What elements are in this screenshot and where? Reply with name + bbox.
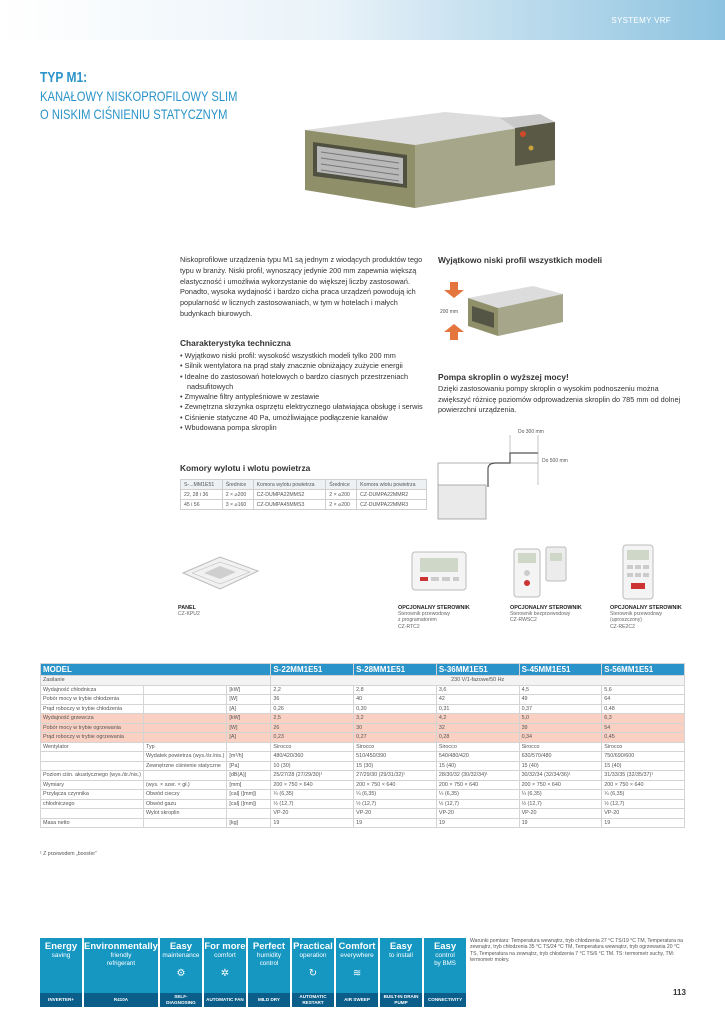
table-row: Pobór mocy w trybie chłodzenia [W] 36 40 42 49 64 [41,695,685,705]
page-number: 113 [673,988,686,997]
list-item: • Wbudowana pompa skroplin [180,423,430,433]
table-row: Wymiary (wys. × szer. × gł.) [mm] 200 × 750 × 640 200 × 750 × 640 200 × 750 × 640 200 × 750 × 640 200 × 750 × 640 [41,780,685,790]
table-row: chłodniczego Obwód gazu [cal] ([mm]) ½ (12,7) ½ (12,7) ½ (12,7) ½ (12,7) ½ (12,7) [41,799,685,809]
list-item: • Idealne do zastosowań hotelowych o bardzo ciasnych przestrzeniach nadsufitowych [180,372,430,393]
table-row: 22, 28 i 36 2 × ⌀200 CZ-DUMPA22MMS2 2 × ⌀200 CZ-DUMPA22MMR2 [181,490,427,500]
accessory-panel: PANEL CZ-KPU2 [178,605,200,617]
accessory-controller-simple: OPCJONALNY STEROWNIK Sterownik przewodowy (uproszczony) CZ-RE2C2 [610,605,682,630]
section-label: SYSTEMY VRF [611,16,671,25]
page-title: TYP M1: [40,69,88,86]
feature-badges [40,938,466,1007]
list-item: • Wyjątkowo niski profil: wysokość wszystkich modeli tylko 200 mm [180,351,430,361]
table-row: Wylot skroplin VP-20 VP-20 VP-20 VP-20 VP-20 [41,809,685,819]
feature-icon: ✲ [220,968,230,979]
dimension-label: Do 500 mm [542,458,568,464]
table-row: Wydajność grzewcza [kW] 2,5 3,2 4,2 5,0 6,3 [41,714,685,724]
table-header-row: MODEL S-22MM1E51 S-28MM1E51 S-36MM1E51 S-45MM1E51 S-56MM1E51 [41,664,685,676]
accessory-controller-wired: OPCJONALNY STEROWNIK Sterownik przewodowy z programatorem CZ-RTC2 [398,605,470,630]
feature-badge: Easy control by BMS CONNECTIVITY [424,938,466,1007]
measurement-conditions: Warunki pomiaru: Temperatura wewnątrz, tryb chłodzenia 27 °C TS/19 °C TM, Temperatura na zewnątrz, tryb chłodzenia 35 °C TS/24 °C TM, Temperatura wewnątrz, tryb ogrzewania 20 °C TS, Temperatura na zewnątrz, tryb chłodzenia 7 °C TS/6 °C TM. TS: termometr suchy, TM: termometr mokry. [470,938,684,964]
panel-image [178,545,263,600]
dimension-label: 200 mm [440,309,459,315]
feature-icon: ≋ [352,968,362,979]
page-subtitle: KANAŁOWY NISKOPROFILOWY SLIM O NISKIM CIŚNIENIU STATYCZNYM [40,88,238,122]
chambers-title: Komory wylotu i wlotu powietrza [180,463,311,473]
simple-controller-image [620,543,656,601]
table-row: Zewnętrzne ciśnienie statyczne [Pa] 10 (30) 15 (30) 15 (40) 15 (40) 15 (40) [41,761,685,771]
footnote: ¹ Z przewodem „booster” [40,851,97,857]
table-row: Wydajność chłodnicza [kW] 2,2 2,8 3,6 4,5 5,6 [41,685,685,695]
table-row: Poziom ciśn. akustycznego (wys./śr./nis.) [dB(A)] 25/27/28 (27/29/30)¹ 27/29/30 (29/31/32)¹ 28/30/32 (30/32/34)¹ 30/32/34 (32/34/36)¹ 31/33/35 (32/35/37)¹ [41,771,685,781]
table-row: Prąd roboczy w trybie ogrzewania [A] 0,23 0,27 0,28 0,34 0,45 [41,733,685,743]
table-row: S-...MM1E51 Średnice Komora wylotu powietrza Średnice Komora wlotu powietrza [181,480,427,490]
table-row: Prąd roboczy w trybie chłodzenia [A] 0,26 0,30 0,31 0,37 0,48 [41,704,685,714]
pump-title: Pompa skroplin o wyższej mocy! [438,372,569,382]
drain-pump-diagram [438,425,598,520]
feature-badge: Easy maintenance ⚙ SELF-DIAGNOSING [160,938,202,1007]
spec-table [40,663,685,828]
wired-controller-image [410,550,468,592]
feature-badge: Environmentally friendly refrigerant R410A [84,938,158,1007]
table-row: Zasilanie 230 V/1-fazowe/50 Hz [41,676,685,686]
table-row: Wentylator Typ Sirocco Sirocco Sirocco Sirocco Sirocco [41,742,685,752]
low-profile-title: Wyjątkowo niski profil wszystkich modeli [438,255,603,265]
low-profile-image [438,268,573,358]
dimension-label: Do 300 mm [518,429,544,435]
accessory-controller-wireless: OPCJONALNY STEROWNIK Sterownik bezprzewodowy CZ-RWSC2 [510,605,582,624]
intro-text: Niskoprofilowe urządzenia typu M1 są jednym z wiodących produktów tego typu w branży. Niski profil, wynoszący jedynie 200 mm zapewnia większą elastyczność i umożliwia wykorzystanie do większej liczby zastosowań. Ponadto, wysoka wydajność i bardzo cicha praca urządzeń powodują ich popularność w licznych zastosowaniach, w tym w hotelach i małych budynkach biurowych. [180,255,423,318]
table-row: Masa netto [kg] 19 19 19 19 19 [41,818,685,828]
duct-unit-image [295,90,570,220]
feature-icon: ↻ [308,968,318,979]
feature-icon: ⚙ [176,968,186,979]
list-item: • Silnik wentylatora na prąd stały znacznie obniżający zużycie energii [180,361,430,371]
wireless-controller-image [510,543,570,601]
feature-badge: Perfect humidity control MILD DRY [248,938,290,1007]
table-row: Przyłącza czynnika Obwód cieczy [cal] ([mm]) ¼ (6,35) ¼ (6,35) ¼ (6,35) ¼ (6,35) ¼ (6,35) [41,790,685,800]
table-row: 45 i 56 3 × ⌀160 CZ-DUMPA45MMS3 2 × ⌀200 CZ-DUMPA22MMR3 [181,500,427,510]
list-item: • Ciśnienie statyczne 40 Pa, umożliwiające podłączenie kanałów [180,413,430,423]
chambers-table [180,479,427,510]
list-item: • Zewnętrzna skrzynka osprzętu elektrycznego ułatwiająca obsługę i serwis [180,402,430,412]
table-row: Wydatek powietrza (wys./śr./nis.) [m³/h] 480/420/360 510/450/390 540/480/420 630/570/480 750/690/600 [41,752,685,762]
characteristics-list [180,351,430,433]
pump-text: Dzięki zastosowaniu pompy skroplin o wysokim podnoszeniu można zwiększyć różnicę poziomów odprowadzenia skroplin do 785 mm od dolnej powierzchni urządzenia. [438,384,681,414]
feature-badge: Practical operation ↻ AUTOMATIC RESTART [292,938,334,1007]
feature-badge: Energy saving INVERTER+ [40,938,82,1007]
feature-badge: Easy to install BUILT-IN DRAIN PUMP [380,938,422,1007]
table-row: Pobór mocy w trybie ogrzewania [W] 26 30 32 39 54 [41,723,685,733]
feature-badge: For more comfort ✲ AUTOMATIC FAN [204,938,246,1007]
feature-badge: Comfort everywhere ≋ AIR SWEEP [336,938,378,1007]
list-item: • Zmywalne filtry antypleśniowe w zestawie [180,392,430,402]
characteristics-title: Charakterystyka techniczna [180,338,291,348]
